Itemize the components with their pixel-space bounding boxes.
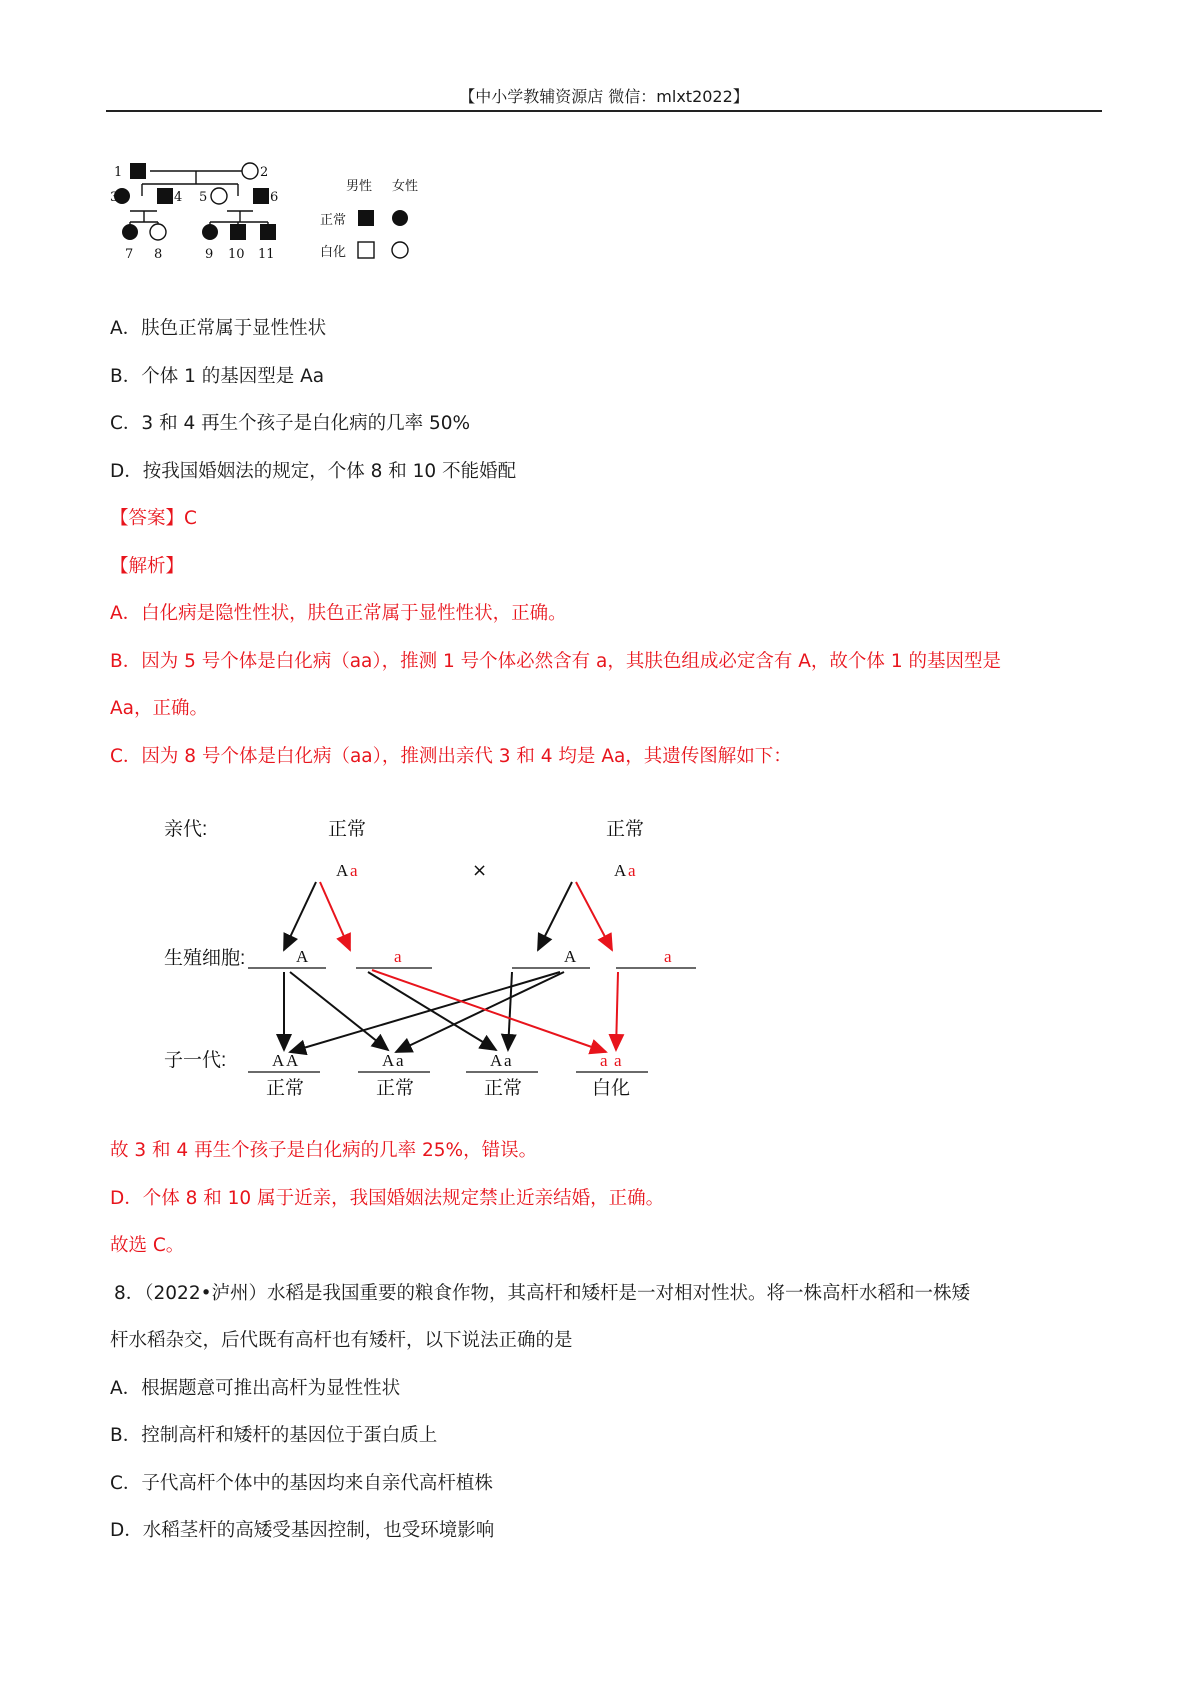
analysis-c: C．因为 8 号个体是白化病（aa），推测出亲代 3 和 4 均是 Aa，其遗传图解如下： [110,746,792,767]
genetic-cross-diagram [150,800,720,1100]
pedigree-individual-2 [242,163,258,179]
legend-normal: 正常 [320,213,347,228]
pedigree-individual-5 [211,188,227,204]
pedigree-label-7: 7 [125,247,134,262]
q7-option-b: B．个体 1 的基因型是 Aa [110,366,325,387]
pedigree-label-10: 10 [228,247,245,262]
offspring-2-allele-2: a [396,1051,404,1070]
offspring-4-phenotype: 白化 [592,1078,631,1099]
q7-option-d: D．按我国婚姻法的规定，个体 8 和 10 不能婚配 [110,461,517,482]
parent1-allele-a: a [350,861,358,880]
legend-albino-female [392,242,408,258]
analysis-a: A．白化病是隐性性状，肤色正常属于显性性状，正确。 [110,603,567,624]
pedigree-individual-11 [260,224,276,240]
q7-option-a: A．肤色正常属于显性性状 [110,318,327,339]
row-label-gamete: 生殖细胞: [164,948,246,969]
q8-option-c: C．子代高杆个体中的基因均来自亲代高杆植株 [110,1473,493,1494]
analysis-b-line2: Aa，正确。 [110,698,208,719]
pedigree-individual-1 [130,163,146,179]
pedigree-individual-6 [253,188,269,204]
gamete-1-A: A [296,947,309,966]
q8-option-a: A．根据题意可推出高杆为显性性状 [110,1378,401,1399]
offspring-2-allele-1: A [382,1051,395,1070]
q8-stem-line1: 8．（2022•泸州）水稻是我国重要的粮食作物，其高杆和矮杆是一对相对性状。将一株高杆水稻和一株矮 [114,1283,971,1304]
parent2-allele-a: a [628,861,636,880]
pedigree-label-9: 9 [205,247,214,262]
pedigree-individual-8 [150,224,166,240]
pedigree-label-4: 4 [174,190,183,205]
parent1-phenotype: 正常 [328,819,367,840]
offspring-1-allele-1: A [272,1051,285,1070]
q8-option-b: B．控制高杆和矮杆的基因位于蛋白质上 [110,1425,438,1446]
pedigree-label-8: 8 [154,247,163,262]
cross-sign: × [472,860,488,881]
page-header: 【中小学教辅资源店 微信：mlxt2022】 [106,84,1102,112]
offspring-4-allele-2: a [614,1051,622,1070]
offspring-4-allele-1: a [600,1051,608,1070]
legend-male: 男性 [346,179,373,194]
row-label-parent: 亲代: [164,819,208,840]
offspring-2-phenotype: 正常 [376,1078,415,1099]
row-label-offspring: 子一代: [164,1050,227,1071]
legend-female: 女性 [392,179,419,194]
pedigree-chart [110,148,470,288]
legend-albino-male [358,242,374,258]
q7-option-c: C．3 和 4 再生个孩子是白化病的几率 50% [110,413,471,434]
legend-normal-male [358,210,374,226]
pedigree-label-6: 6 [270,190,279,205]
q8-stem-line2: 杆水稻杂交，后代既有高杆也有矮杆，以下说法正确的是 [110,1330,573,1351]
parent2-allele-A: A [614,861,627,880]
gamete-3-A: A [564,947,577,966]
pedigree-label-3: 3 [110,190,119,205]
analysis-d: D．个体 8 和 10 属于近亲，我国婚姻法规定禁止近亲结婚，正确。 [110,1188,665,1209]
gamete-2-a: a [394,947,402,966]
offspring-1-phenotype: 正常 [266,1078,305,1099]
analysis-b-line1: B．因为 5 号个体是白化病（aa），推测 1 号个体必然含有 a，其肤色组成必定含有 A，故个体 1 的基因型是 [110,651,1001,672]
parent1-allele-A: A [336,861,349,880]
analysis-final: 故选 C。 [110,1235,185,1256]
gamete-4-a: a [664,947,672,966]
pedigree-individual-7 [122,224,138,240]
offspring-3-allele-1: A [490,1051,503,1070]
legend-albino: 白化 [320,245,347,260]
parent2-phenotype: 正常 [606,819,645,840]
pedigree-label-1: 1 [114,165,123,180]
pedigree-label-11: 11 [258,247,275,262]
analysis-conclusion: 故 3 和 4 再生个孩子是白化病的几率 25%，错误。 [110,1140,538,1161]
pedigree-label-2: 2 [260,165,269,180]
legend-normal-female [392,210,408,226]
answer: 【答案】C [110,508,197,529]
pedigree-individual-9 [202,224,218,240]
offspring-1-allele-2: A [286,1051,299,1070]
offspring-3-phenotype: 正常 [484,1078,523,1099]
pedigree-individual-10 [230,224,246,240]
pedigree-label-5: 5 [199,190,208,205]
pedigree-individual-4 [157,188,173,204]
q8-option-d: D．水稻茎杆的高矮受基因控制，也受环境影响 [110,1520,495,1541]
offspring-3-allele-2: a [504,1051,512,1070]
analysis-label: 【解析】 [110,556,185,577]
